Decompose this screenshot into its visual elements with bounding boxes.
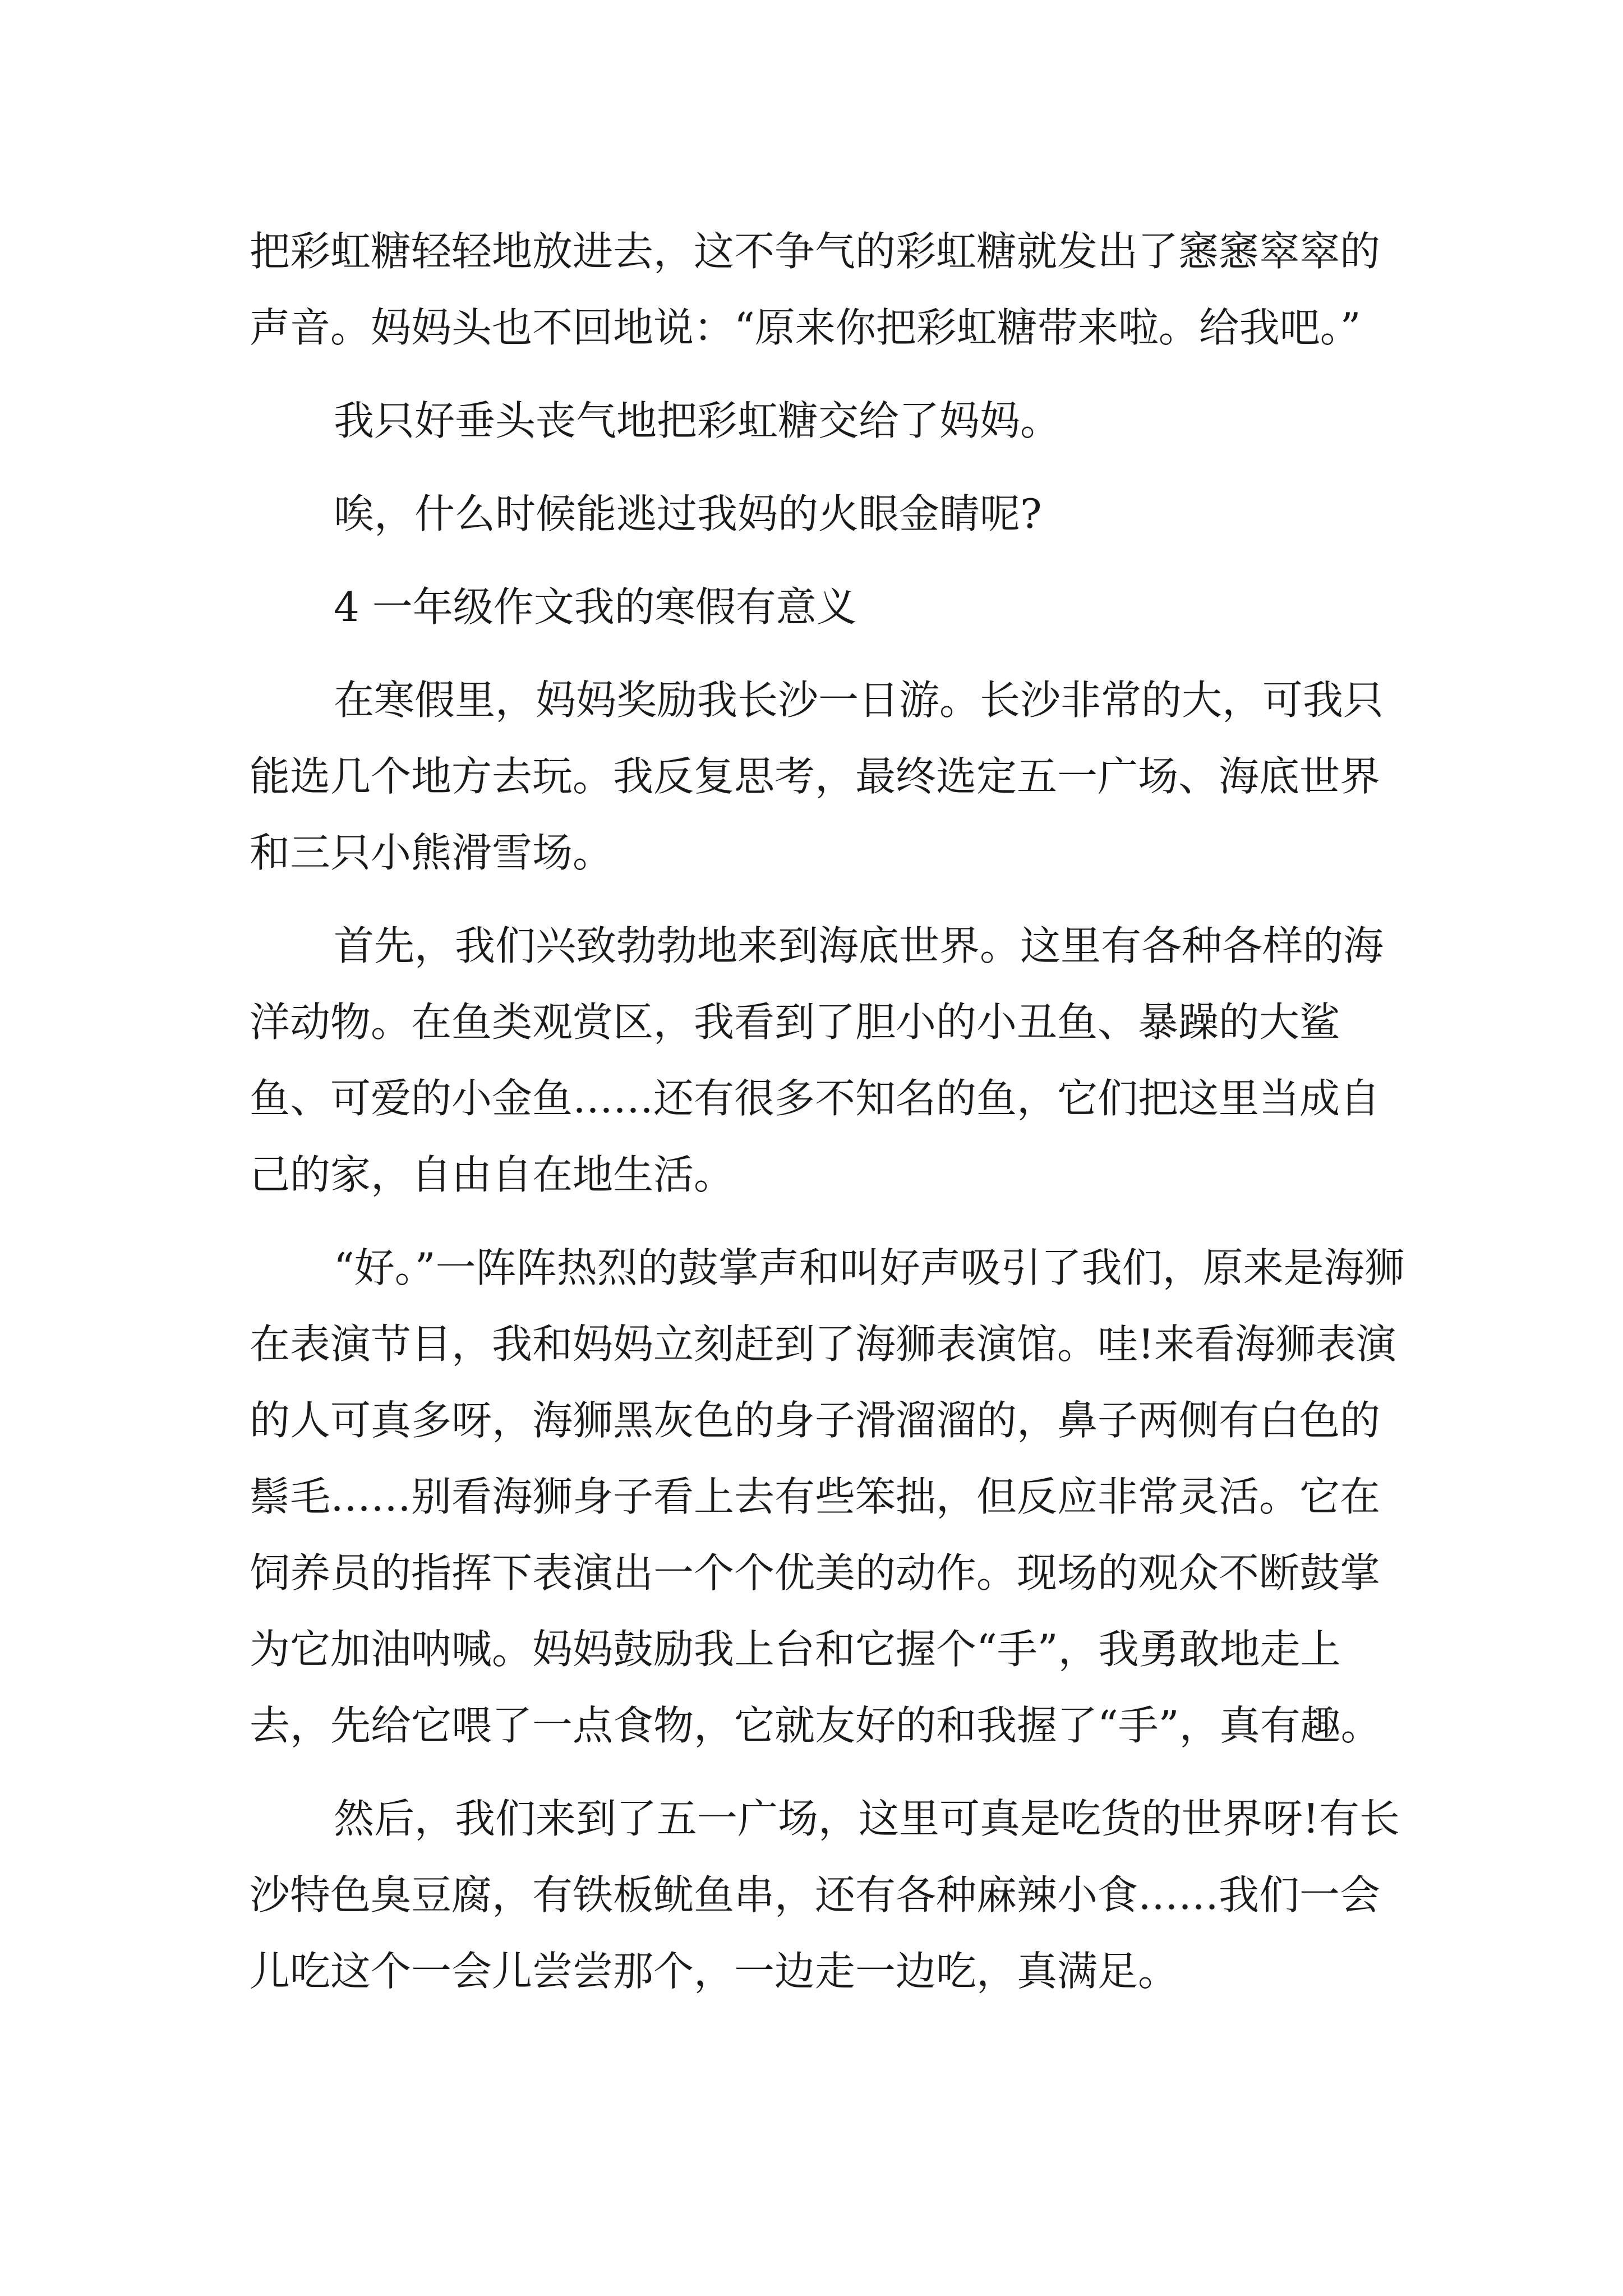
paragraph: 在寒假里，妈妈奖励我长沙一日游。长沙非常的大，可我只能选几个地方去玩。我反复思考，最终选定五一广场、海底世界和三只小熊滑雪场。 [250,677,1384,876]
paragraph-continued: 把彩虹糖轻轻地放进去，这不争气的彩虹糖就发出了窸窸窣窣的声音。妈妈头也不回地说：“原来你把彩虹糖带来啦。给我吧。” [250,228,1381,351]
paragraph: 唉，什么时候能逃过我妈的火眼金睛呢? [334,490,1042,537]
section-heading: 4 一年级作文我的寒假有意义 [334,583,857,631]
paragraph: 然后，我们来到了五一广场，这里可真是吃货的世界呀!有长沙特色臭豆腐，有铁板鱿鱼串，还有各种麻辣小食……我们一会儿吃这个一会儿尝尝那个，一边走一边吃，真满足。 [250,1795,1400,1995]
document-body [250,213,1405,2026]
paragraph: 我只好垂头丧气地把彩虹糖交给了妈妈。 [334,397,1061,444]
paragraph: “好。”一阵阵热烈的鼓掌声和叫好声吸引了我们，原来是海狮在表演节目，我和妈妈立刻赶到了海狮表演馆。哇!来看海狮表演的人可真多呀，海狮黑灰色的身子滑溜溜的，鼻子两侧有白色的鬃毛……别看海狮身子看上去有些笨拙，但反应非常灵活。它在饲养员的指挥下表演出一个个优美的动作。现场的观众不断鼓掌为它加油呐喊。妈妈鼓励我上台和它握个“手”，我勇敢地走上去，先给它喂了一点食物，它就友好的和我握了“手”，真有趣。 [250,1244,1405,1749]
paragraph: 首先，我们兴致勃勃地来到海底世界。这里有各种各样的海洋动物。在鱼类观赏区，我看到了胆小的小丑鱼、暴躁的大鲨鱼、可爱的小金鱼……还有很多不知名的鱼，它们把这里当成自己的家，自由自在地生活。 [250,922,1384,1198]
